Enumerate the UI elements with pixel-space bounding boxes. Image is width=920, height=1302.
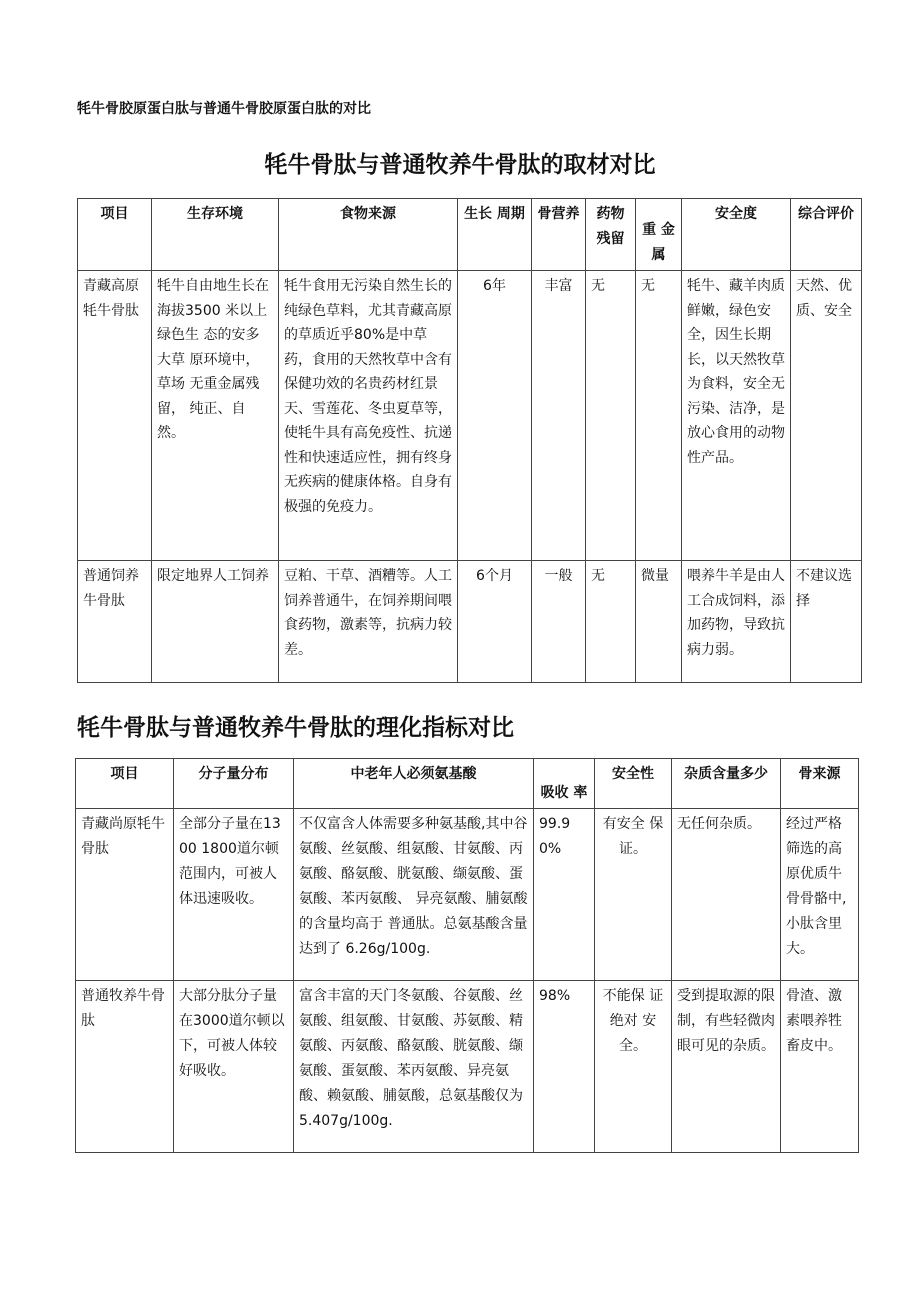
table-header-row [76,759,859,809]
header-cell: 安全性 [595,759,672,809]
table-cell: 无 [636,271,682,561]
table-cell: 99.90% [534,809,595,981]
table-cell: 普通牧养牛骨肽 [76,981,174,1153]
header-cell: 安全度 [682,199,791,271]
table-cell: 普通饲养牛骨肽 [78,561,152,683]
table-cell: 丰富 [532,271,586,561]
header-cell: 项目 [76,759,174,809]
header-cell: 生存环境 [152,199,279,271]
table-cell: 无任何杂质。 [672,809,781,981]
document-title: 牦牛骨胶原蛋白肽与普通牛骨胶原蛋白肽的对比 [77,101,371,117]
header-cell: 杂质含量多少 [672,759,781,809]
header-cell: 分子量分布 [174,759,294,809]
header-cell: 重 金属 [636,199,682,271]
table-cell: 青藏尚原牦牛骨肽 [76,809,174,981]
table-cell: 不仅富含人体需要多种氨基酸,其中谷氨酸、丝氨酸、组氨酸、甘氨酸、丙氨酸、酪氨酸、胱氨酸、缬氨酸、蛋氨酸、苯丙氨酸、 异亮氨酸、脯氨酸的含量均高于 普通肽。总氨基酸含量达到了 6.26g/100g. [294,809,534,981]
table-cell: 喂养牛羊是由人工合成饲料，添加药物，导致抗病力弱。 [682,561,791,683]
table-cell: 富含丰富的天门冬氨酸、谷氨酸、丝氨酸、组氨酸、甘氨酸、苏氨酸、精氨酸、丙氨酸、酪氨酸、胱氨酸、缬氨酸、蛋氨酸、苯丙氨酸、异亮氨酸、赖氨酸、脯氨酸，总氨基酸仅为5.407g/100g. [294,981,534,1153]
section2-title: 牦牛骨肽与普通牧养牛骨肽的理化指标对比 [77,715,514,741]
table-cell: 青藏高原牦牛骨肽 [78,271,152,561]
table-cell: 限定地界人工饲养 [152,561,279,683]
table-header-row [78,199,862,271]
table-cell: 受到提取源的限制，有些轻微肉眼可见的杂质。 [672,981,781,1153]
table-cell: 牦牛、藏羊肉质鲜嫩，绿色安全，因生长期长，以天然牧草为食料，安全无污染、洁净，是放心食用的动物性产品。 [682,271,791,561]
header-cell: 药物残留 [586,199,636,271]
sourcing-comparison-table [77,198,862,683]
table-cell: 微量 [636,561,682,683]
table-cell: 全部分子量在1300 1800道尔顿范围内，可被人体迅速吸收。 [174,809,294,981]
table-cell: 天然、优质、安全 [791,271,862,561]
table-cell: 骨渣、激素喂养牲畜皮中。 [781,981,859,1153]
header-cell: 吸收 率 [534,759,595,809]
table-cell: 无 [586,561,636,683]
section1-title: 牦牛骨肽与普通牧养牛骨肽的取材对比 [264,152,656,178]
header-cell: 中老年人必须氨基酸 [294,759,534,809]
table-cell: 无 [586,271,636,561]
table-cell: 98% [534,981,595,1153]
header-cell: 骨来源 [781,759,859,809]
header-cell: 食物来源 [279,199,458,271]
header-cell: 项目 [78,199,152,271]
table-cell: 一般 [532,561,586,683]
table-cell: 豆粕、干草、酒糟等。人工饲养普通牛，在饲养期间喂食药物，激素等，抗病力较差。 [279,561,458,683]
header-cell: 骨营养 [532,199,586,271]
header-cell: 生长 周期 [458,199,532,271]
table-row [78,561,862,683]
table-cell: 牦牛食用无污染自然生长的纯绿色草料，尤其青藏高原的草质近乎80%是中草药，食用的天然牧草中含有保健功效的名贵药材红景天、雪莲花、冬虫夏草等，使牦牛具有高免疫性、抗递性和快速适应性，拥有终身无疾病的健康体格。自身有极强的免疫力。 [279,271,458,561]
table-row [78,271,862,561]
table-row [76,809,859,981]
table-row [76,981,859,1153]
table-cell: 不建议选择 [791,561,862,683]
table-cell: 牦牛自由地生长在海拔3500 米以上绿色生 态的安多大草 原环境中，草场 无重金属残留， 纯正、自然。 [152,271,279,561]
table-cell: 有安全 保证。 [595,809,672,981]
header-cell: 综合评价 [791,199,862,271]
table-cell: 大部分肽分子量在3000道尔顿以下，可被人体较好吸收。 [174,981,294,1153]
physicochemical-comparison-table [75,758,859,1153]
table-cell: 不能保 证绝对 安全。 [595,981,672,1153]
table-cell: 6个月 [458,561,532,683]
table-cell: 6年 [458,271,532,561]
table-cell: 经过严格筛选的高原优质牛骨骨骼中,小肽含里大。 [781,809,859,981]
